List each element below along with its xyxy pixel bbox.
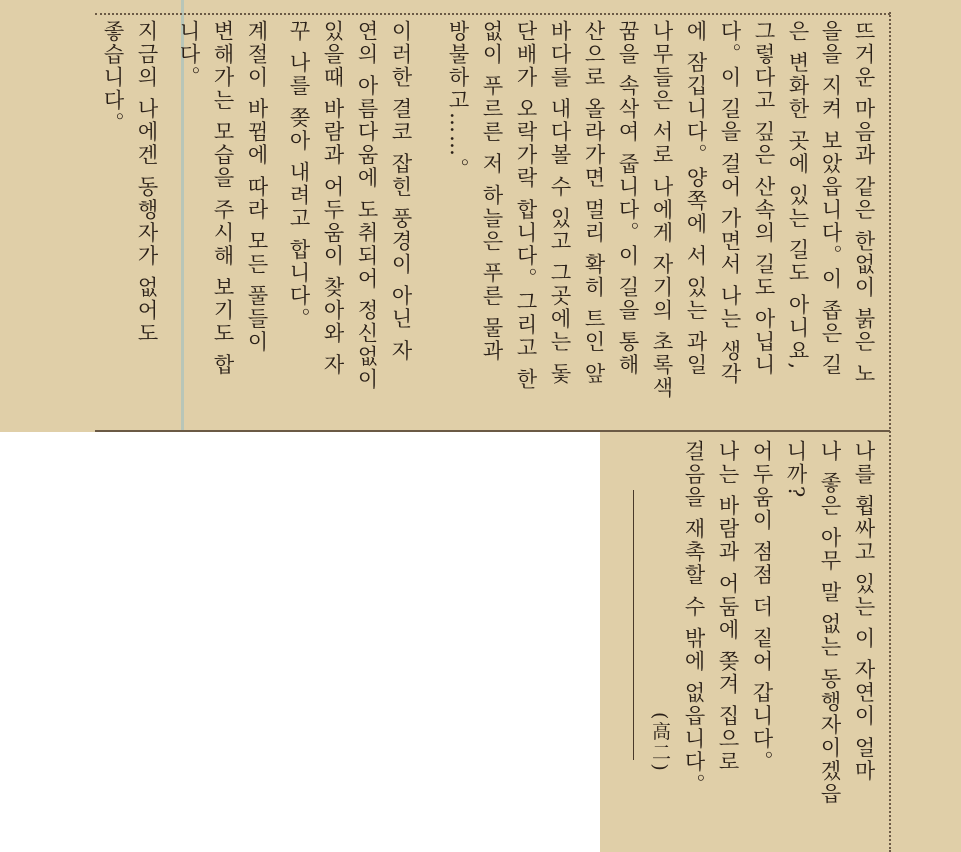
right-dotted-rule — [889, 12, 891, 852]
author-grade-signature: (高二) — [649, 712, 671, 773]
text-column: 꾸 나를 쫒아 내려고 합니다。 — [287, 20, 311, 331]
text-column: 나를 휩싸고 있는 이 자연이 얼마 — [852, 440, 876, 783]
text-column: 을을 지켜 보았읍니다。이 좁은 길 — [819, 20, 843, 377]
text-column: 없이 푸르른 저 하늘은 푸른 물과 — [480, 20, 504, 363]
text-column: 변해가는 모습을 주시해 보기도 합 — [211, 20, 235, 377]
text-column: 나는 바람과 어둠에 쫒겨 집으로 — [716, 440, 740, 774]
text-column: 바다를 내다볼 수 있고 그곳에는 돛 — [548, 20, 572, 386]
top-dotted-rule — [95, 13, 890, 15]
text-column: 은 변화한 곳에 있는 길도 아니요, — [786, 20, 810, 372]
signature-rule — [633, 490, 634, 760]
text-column: 계절이 바뀜에 따라 모든 풀들이 — [245, 20, 269, 354]
text-column: 있을때 바람과 어두움이 찾아와 자 — [321, 20, 345, 377]
text-column: 걸음을 재촉할 수 밖에 없읍니다。 — [682, 440, 706, 797]
text-column: 다。이 길을 걸어 가면서 나는 생각 — [718, 20, 742, 386]
text-column: 꿈을 속삭여 줍니다。이 길을 통해 — [616, 20, 640, 377]
text-column: 니다。 — [177, 20, 201, 89]
text-column: 에 잠깁니다。양쪽에 서 있는 과일 — [684, 20, 708, 377]
text-column: 나 좋은 아무 말 없는 동행자이겠읍 — [818, 440, 842, 806]
text-column: 그렇다고 깊은 산속의 길도 아닙니 — [752, 20, 776, 377]
blank-cropped-area — [0, 432, 600, 852]
text-column: 좋습니다。 — [101, 20, 125, 135]
text-column: 지금의 나에겐 동행자가 없어도 — [135, 20, 159, 346]
text-column: 연의 아름다움에 도취되어 정신없이 — [355, 20, 379, 392]
text-column: 산으로 올라가면 멀리 확히 트인 앞 — [582, 20, 606, 386]
text-column: 이러한 결코 잡힌 풍경이 아닌 자 — [389, 20, 413, 363]
text-column: 단배가 오락가락 합니다。그리고 한 — [514, 20, 538, 392]
text-column: 어두움이 점점 더 짙어 갑니다。 — [750, 440, 774, 774]
text-column: 방불하고……。 — [446, 20, 470, 181]
text-column: 니까? — [784, 440, 808, 500]
text-column: 뜨거운 마음과 같은 한없이 붉은 노 — [852, 20, 876, 386]
text-column: 나무들은 서로 나에게 자기의 초록색 — [650, 20, 674, 400]
